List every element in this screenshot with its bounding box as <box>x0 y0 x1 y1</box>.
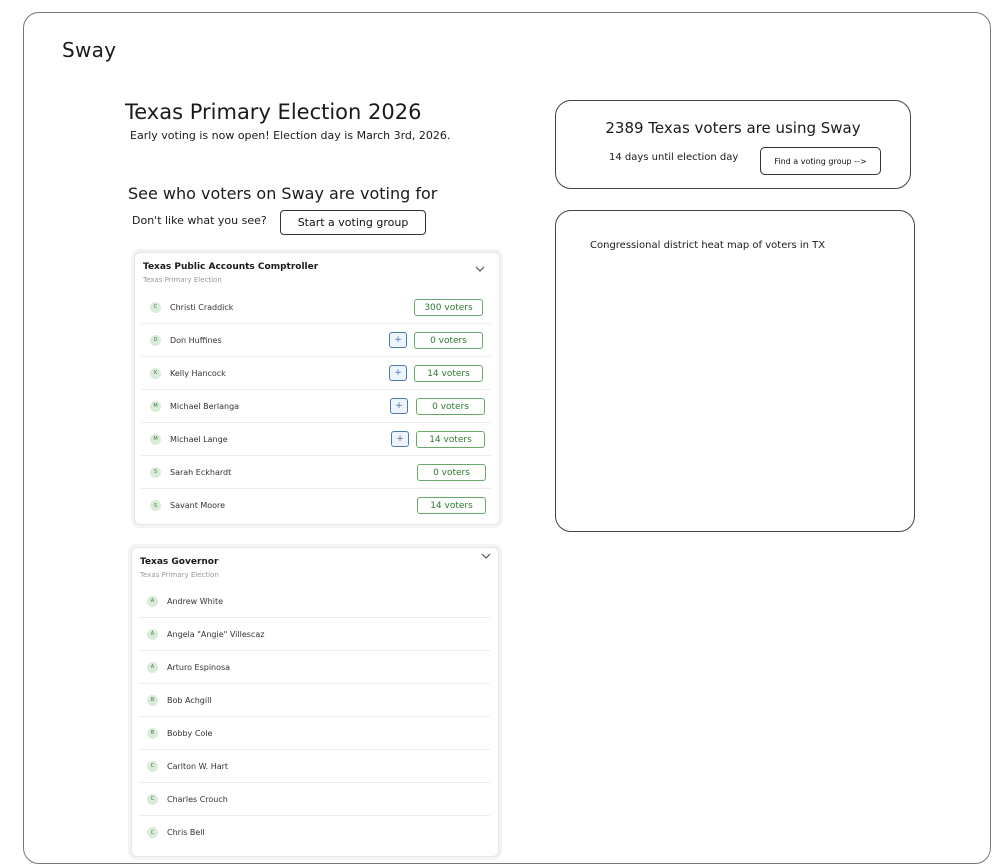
candidate-row[interactable] <box>138 618 490 651</box>
candidate-avatar: B <box>147 695 158 706</box>
candidate-name: Andrew White <box>167 596 224 606</box>
race-subtitle: Texas Primary Election <box>140 571 219 579</box>
candidate-avatar: C <box>150 302 161 313</box>
plus-icon[interactable]: + <box>389 332 407 348</box>
election-subtitle: Early voting is now open! Election day is March 3rd, 2026. <box>130 129 451 142</box>
candidate-name: Bob Achgill <box>167 695 212 705</box>
candidate-row[interactable] <box>141 291 491 324</box>
candidate-avatar: S <box>150 467 161 478</box>
candidate-name: Sarah Eckhardt <box>170 467 232 477</box>
candidate-row[interactable] <box>141 456 491 489</box>
days-until-election: 14 days until election day <box>609 152 739 163</box>
voters-using-count: 2389 Texas voters are using Sway <box>605 119 861 137</box>
candidate-avatar: A <box>147 596 158 607</box>
candidate-name: Bobby Cole <box>167 728 213 738</box>
voters-count-badge: 14 voters <box>417 497 486 514</box>
app-title[interactable]: Sway <box>62 38 117 62</box>
candidate-row[interactable] <box>141 357 491 390</box>
candidate-row[interactable] <box>138 717 490 750</box>
voters-count-badge: 14 voters <box>414 365 483 382</box>
plus-icon[interactable]: + <box>389 365 407 381</box>
candidate-list <box>138 585 490 849</box>
candidate-avatar: S <box>150 500 161 511</box>
candidate-name: Savant Moore <box>170 501 226 510</box>
chevron-down-icon[interactable] <box>474 263 486 275</box>
candidate-avatar: D <box>150 335 161 346</box>
chevron-down-icon[interactable] <box>480 550 492 562</box>
election-title: Texas Primary Election 2026 <box>125 100 422 124</box>
candidate-name: Kelly Hancock <box>170 368 226 378</box>
candidate-row[interactable] <box>141 324 491 357</box>
heat-map-label: Congressional district heat map of voters in TX <box>590 240 826 251</box>
plus-icon[interactable]: + <box>390 398 408 414</box>
plus-icon[interactable]: + <box>391 431 409 447</box>
candidate-row[interactable] <box>138 651 490 684</box>
race-card-comptroller <box>134 252 500 525</box>
race-title: Texas Public Accounts Comptroller <box>143 262 319 272</box>
candidate-row[interactable] <box>141 423 491 456</box>
candidate-row[interactable] <box>141 390 491 423</box>
candidate-name: Carlton W. Hart <box>167 761 229 771</box>
start-voting-group-button[interactable]: Start a voting group <box>280 210 426 235</box>
candidate-avatar: C <box>147 794 158 805</box>
candidate-row[interactable] <box>138 585 490 618</box>
candidate-name: Chris Bell <box>167 828 205 837</box>
heat-map-panel <box>555 210 915 532</box>
candidate-avatar: A <box>147 629 158 640</box>
race-subtitle: Texas Primary Election <box>143 276 222 284</box>
candidate-name: Charles Crouch <box>167 794 228 804</box>
candidate-avatar: K <box>150 368 161 379</box>
race-title: Texas Governor <box>140 557 219 567</box>
candidate-avatar: M <box>150 434 161 445</box>
section-heading: See who voters on Sway are voting for <box>128 184 438 203</box>
candidate-row[interactable] <box>138 816 490 849</box>
candidate-avatar: B <box>147 728 158 739</box>
candidate-name: Christi Craddick <box>170 302 234 312</box>
dislike-prompt: Don't like what you see? <box>132 214 267 227</box>
candidate-row[interactable] <box>138 684 490 717</box>
find-voting-group-button[interactable]: Find a voting group --> <box>760 147 881 175</box>
voters-count-badge: 300 voters <box>414 299 483 316</box>
candidate-name: Arturo Espinosa <box>167 662 231 672</box>
candidate-row[interactable] <box>138 783 490 816</box>
stats-panel <box>555 100 911 189</box>
voters-count-badge: 0 voters <box>416 398 485 415</box>
candidate-name: Don Huffines <box>170 335 222 345</box>
voters-count-badge: 0 voters <box>417 464 486 481</box>
candidate-list <box>141 291 491 522</box>
candidate-name: Angela "Angie" Villescaz <box>167 629 265 639</box>
candidate-row[interactable] <box>141 489 491 522</box>
candidate-name: Michael Lange <box>170 434 228 444</box>
voters-count-badge: 14 voters <box>416 431 485 448</box>
race-card-governor <box>131 547 499 857</box>
candidate-avatar: C <box>147 761 158 772</box>
candidate-avatar: C <box>147 827 158 838</box>
candidate-row[interactable] <box>138 750 490 783</box>
voters-count-badge: 0 voters <box>414 332 483 349</box>
candidate-avatar: M <box>150 401 161 412</box>
candidate-avatar: A <box>147 662 158 673</box>
candidate-name: Michael Berlanga <box>170 401 240 411</box>
